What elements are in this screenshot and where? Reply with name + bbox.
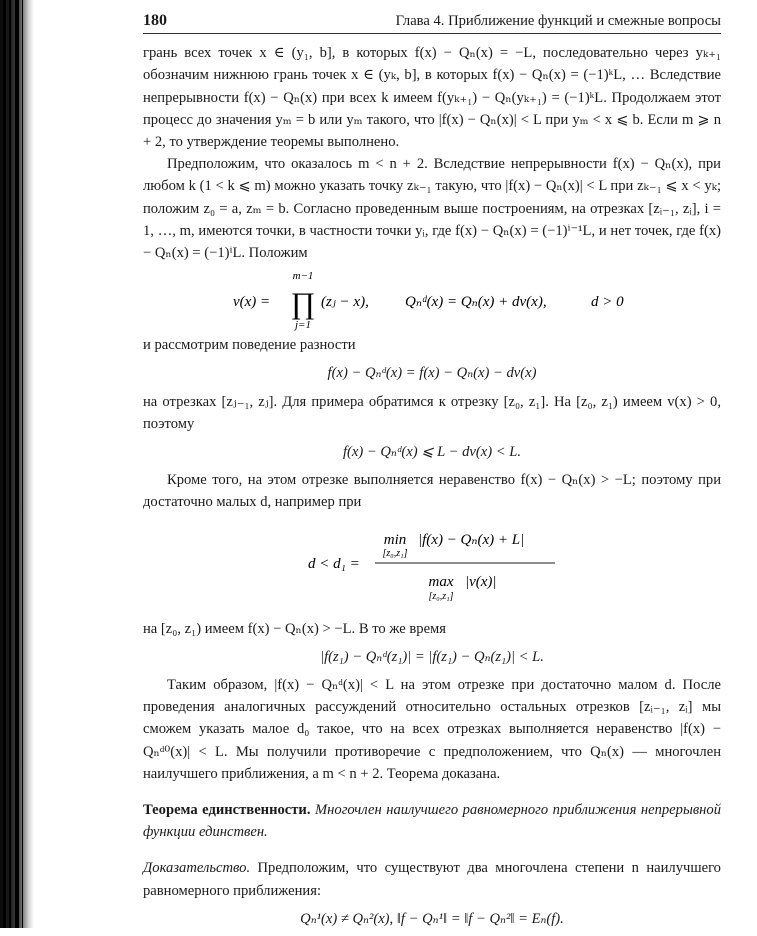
paragraph-5: Кроме того, на этом отрезке выполняется неравенство f(x) − Qₙ(x) > −L; поэтому при достаточно малых d, например при [143, 472, 721, 511]
numerator-subscript: [z₀,z₁] [382, 547, 408, 559]
numerator-expression: |f(x) − Qₙ(x) + L| [418, 531, 525, 548]
numerator-operator: min [383, 531, 407, 548]
proof-block [143, 857, 721, 901]
page-header [143, 10, 721, 34]
denominator-expression: |v(x)| [465, 573, 497, 590]
paragraph-7: Таким образом, |f(x) − Qₙᵈ(x)| < L на этом отрезке при достаточно малом d. После проведения аналогичных рассуждений относительно остальных отрезков [zᵢ₋₁, zᵢ] мы сможем указать малое d₀ такое, что на всех отрезках выполняется неравенство |f(x) − Qₙᵈ⁰(x)| < L. Мы получили противоречие с предположением, что Qₙ(x) — многочлен наилучшего приближения, а m < n + 2. Теорема доказана. [143, 677, 721, 782]
formula-final: Qₙ¹(x) ≠ Qₙ²(x), ‖f − Qₙ¹‖ = ‖f − Qₙ²‖ = Eₙ(f). [300, 910, 564, 927]
formula-equality: |f(z₁) − Qₙᵈ(z₁)| = |f(z₁) − Qₙ(z₁)| < L. [320, 648, 544, 665]
book-page [143, 10, 721, 936]
formula-difference: f(x) − Qₙᵈ(x) = f(x) − Qₙ(x) − dv(x) [327, 365, 537, 382]
fraction-formula-svg [143, 516, 721, 616]
running-head: Глава 4. Приближение функций и смежные вопросы [395, 13, 721, 29]
denominator-operator: max [428, 573, 454, 590]
book-binding-shadow [0, 0, 34, 928]
product-condition: d > 0 [591, 294, 624, 311]
denominator-subscript: [z₀,z₁] [428, 590, 454, 602]
formula-product [143, 266, 721, 332]
paragraph-4: на отрезках [zⱼ₋₁, zⱼ]. Для примера обратимся к отрезку [z₀, z₁]. На [z₀, z₁) имеем v(x) > 0, поэтому [143, 393, 721, 432]
theorem-title: Теорема единственности. [143, 802, 311, 819]
product-symbol: ∏ [290, 287, 316, 321]
theorem-block [143, 799, 721, 843]
paragraph-6: на [z₀, z₁) имеем f(x) − Qₙ(x) > −L. В то же время [143, 620, 446, 637]
formula-fraction [143, 516, 721, 616]
paragraph-2: Предположим, что оказалось m < n + 2. Вследствие непрерывности f(x) − Qₙ(x), при любом k (1 < k ⩽ m) можно указать точку zₖ₋₁ такую, что |f(x) − Qₙ(x)| < L при zₖ₋₁ ⩽ x < yₖ; положим z₀ = a, zₘ = b. Согласно проведенным выше построениям, на отрезках [zᵢ₋₁, zᵢ], i = 1, …, m, имеются точки, в частности точки yᵢ, где f(x) − Qₙ(x) = (−1)ⁱ⁻¹L, и нет точек, где f(x) − Qₙ(x) = (−1)ⁱL. Положим [143, 156, 721, 262]
paragraph-1: грань всех точек x ∈ (y₁, b], в которых f(x) − Qₙ(x) = −L, последовательно через yₖ₊₁ обозначим нижнюю грань точек x ∈ (yₖ, b], в которых f(x) − Qₙ(x) = (−1)ᵏL, … Вследствие непрерывности f(x) − Qₙ(x) при всех k имеем f(yₖ₊₁) − Qₙ(yₖ₊₁) = (−1)ᵏL. Продолжаем этот процесс до значения yₘ = b или yₘ такого, что |f(x) − Qₙ(x)| < L при yₘ < x ⩽ b. Если m ⩾ n + 2, то утверждение теоремы выполнено. [143, 45, 721, 151]
theorem-text: Многочлен наилучшего равномерного приближения непрерывной функции единствен. [143, 802, 721, 841]
product-upper-limit: m−1 [292, 270, 314, 283]
paragraph-3: и рассмотрим поведение разности [143, 337, 356, 354]
product-formula-svg [143, 266, 721, 332]
product-factor: (zⱼ − x), [321, 294, 369, 311]
product-lhs: v(x) = [233, 294, 271, 311]
product-definition: Qₙᵈ(x) = Qₙ(x) + dv(x), [405, 294, 547, 311]
fraction-lhs: d < d₁ = [308, 555, 360, 572]
proof-title: Доказательство. [143, 860, 251, 877]
formula-inequality: f(x) − Qₙᵈ(x) ⩽ L − dv(x) < L. [343, 444, 521, 461]
proof-text: Предположим, что существуют два многочлена степени n наилучшего равномерного приближения: [143, 860, 721, 899]
product-lower-limit: j=1 [295, 319, 311, 332]
page-number: 180 [143, 12, 167, 29]
